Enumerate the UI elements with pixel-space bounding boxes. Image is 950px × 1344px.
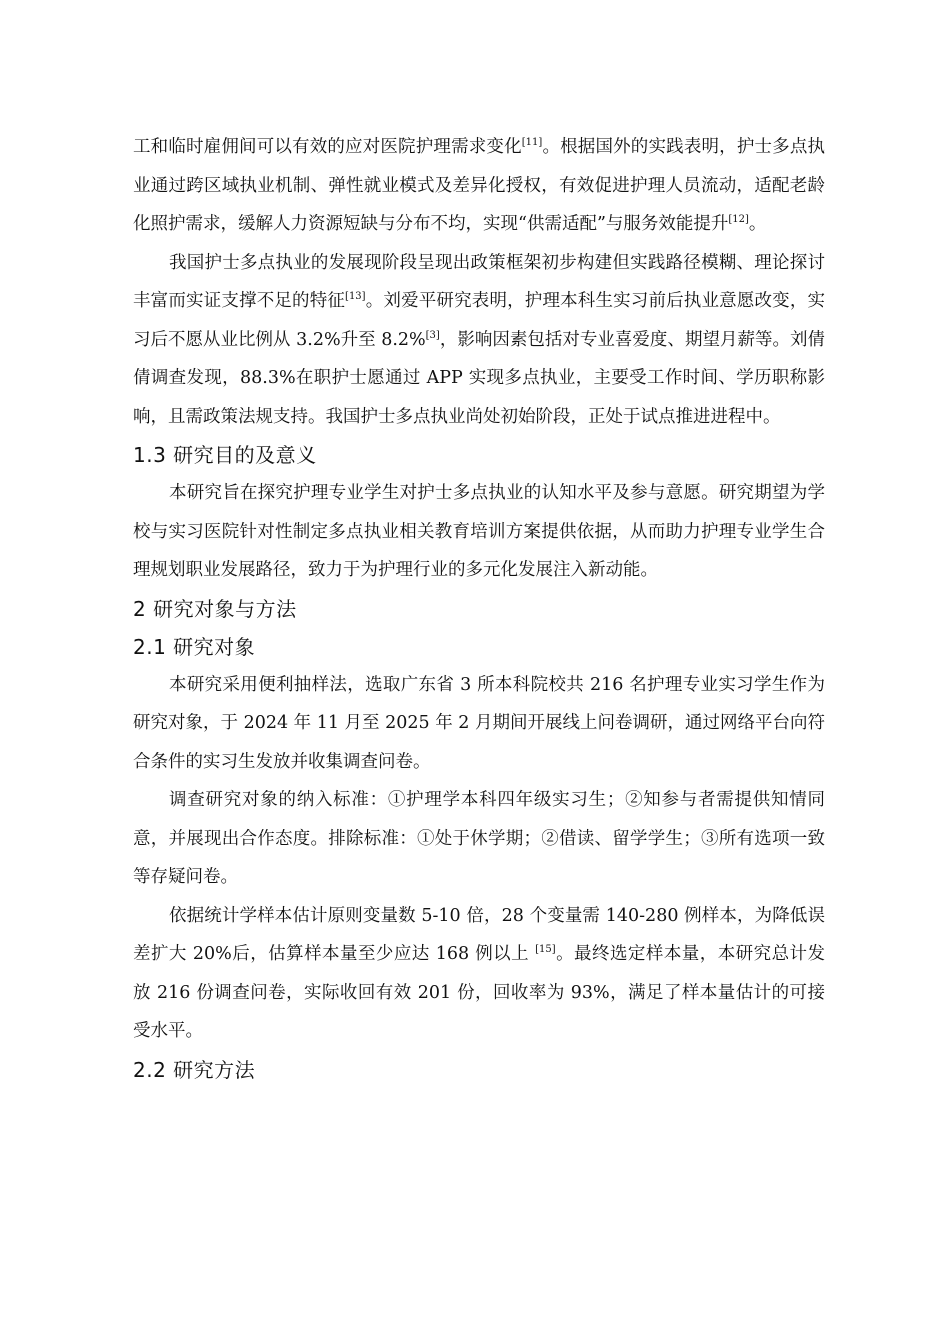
text-run: 依据统计学样本估计原则变量数 5-10 倍，28 个变量需 140-280 例样本，为降低误差扩大 20%后，估算样本量至少应达 168 例以上 xyxy=(133,905,825,964)
section-heading-2: 2 研究对象与方法 xyxy=(133,596,297,621)
paragraph-subjects: 本研究采用便利抽样法，选取广东省 3 所本科院校共 216 名护理专业实习学生作为研究对象，于 2024 年 11 月至 2025 年 2 月期间开展线上问卷调研，通过网络平台向符合条件的实习生发放并收集调查问卷。 xyxy=(133,674,825,772)
text-run: 。根据国外的实践表明，护士多点执业通过跨区域执业机制、弹性就业模式及差异化授权，有效促进护理人员流动，适配老龄化照护需求，缓解人力资源短缺与分布不均，实现“供需适配”与服务效能提升 xyxy=(133,137,826,234)
paragraph-domestic-status xyxy=(133,244,825,437)
text-run: 我国护士多点执业的发展现阶段呈现出政策框架初步构建但实践路径模糊、理论探讨丰富而实证支撑不足的特征 xyxy=(133,252,825,311)
text-run: 。 xyxy=(748,214,767,234)
citation-ref: [13] xyxy=(345,291,366,302)
citation-ref: [3] xyxy=(425,329,440,341)
citation-ref: [11] xyxy=(521,137,543,148)
paragraph-criteria: 调查研究对象的纳入标准：①护理学本科四年级实习生；②知参与者需提供知情同意，并展现出合作态度。排除标准：①处于休学期；②借读、留学学生；③所有选项一致等存疑问卷。 xyxy=(133,790,825,887)
section-heading-1-3: 1.3 研究目的及意义 xyxy=(133,443,317,467)
text-run: 工和临时雇佣间可以有效的应对医院护理需求变化 xyxy=(133,137,522,157)
text-run: 。最终选定样本量，本研究总计发放 216 份调查问卷，实际收回有效 201 份，回收率为 93%，满足了样本量估计的可接受水平。 xyxy=(133,944,825,1041)
text-run: ，影响因素包括对专业喜爱度、期望月薪等。刘倩倩调查发现，88.3%在职护士愿通过 APP 实现多点执业，主要受工作时间、学历职称影响，且需政策法规支持。我国护士多点执业尚处初始阶段，正处于试点推进进程中。 xyxy=(133,329,825,427)
paragraph-sample-size xyxy=(133,897,825,1051)
citation-ref: [12] xyxy=(728,214,749,225)
text-run: 。刘爱平研究表明，护理本科生实习前后执业意愿改变，实习后不愿从业比例从 3.2%升至 8.2% xyxy=(133,291,826,350)
section-heading-2-1: 2.1 研究对象 xyxy=(133,634,256,659)
paragraph-purpose: 本研究旨在探究护理专业学生对护士多点执业的认知水平及参与意愿。研究期望为学校与实习医院针对性制定多点执业相关教育培训方案提供依据，从而助力护理专业学生合理规划职业发展路径，致力于为护理行业的多元化发展注入新动能。 xyxy=(133,483,825,580)
paragraph-continued xyxy=(133,128,825,244)
citation-ref: [15] xyxy=(535,944,556,955)
section-heading-2-2: 2.2 研究方法 xyxy=(133,1057,256,1082)
